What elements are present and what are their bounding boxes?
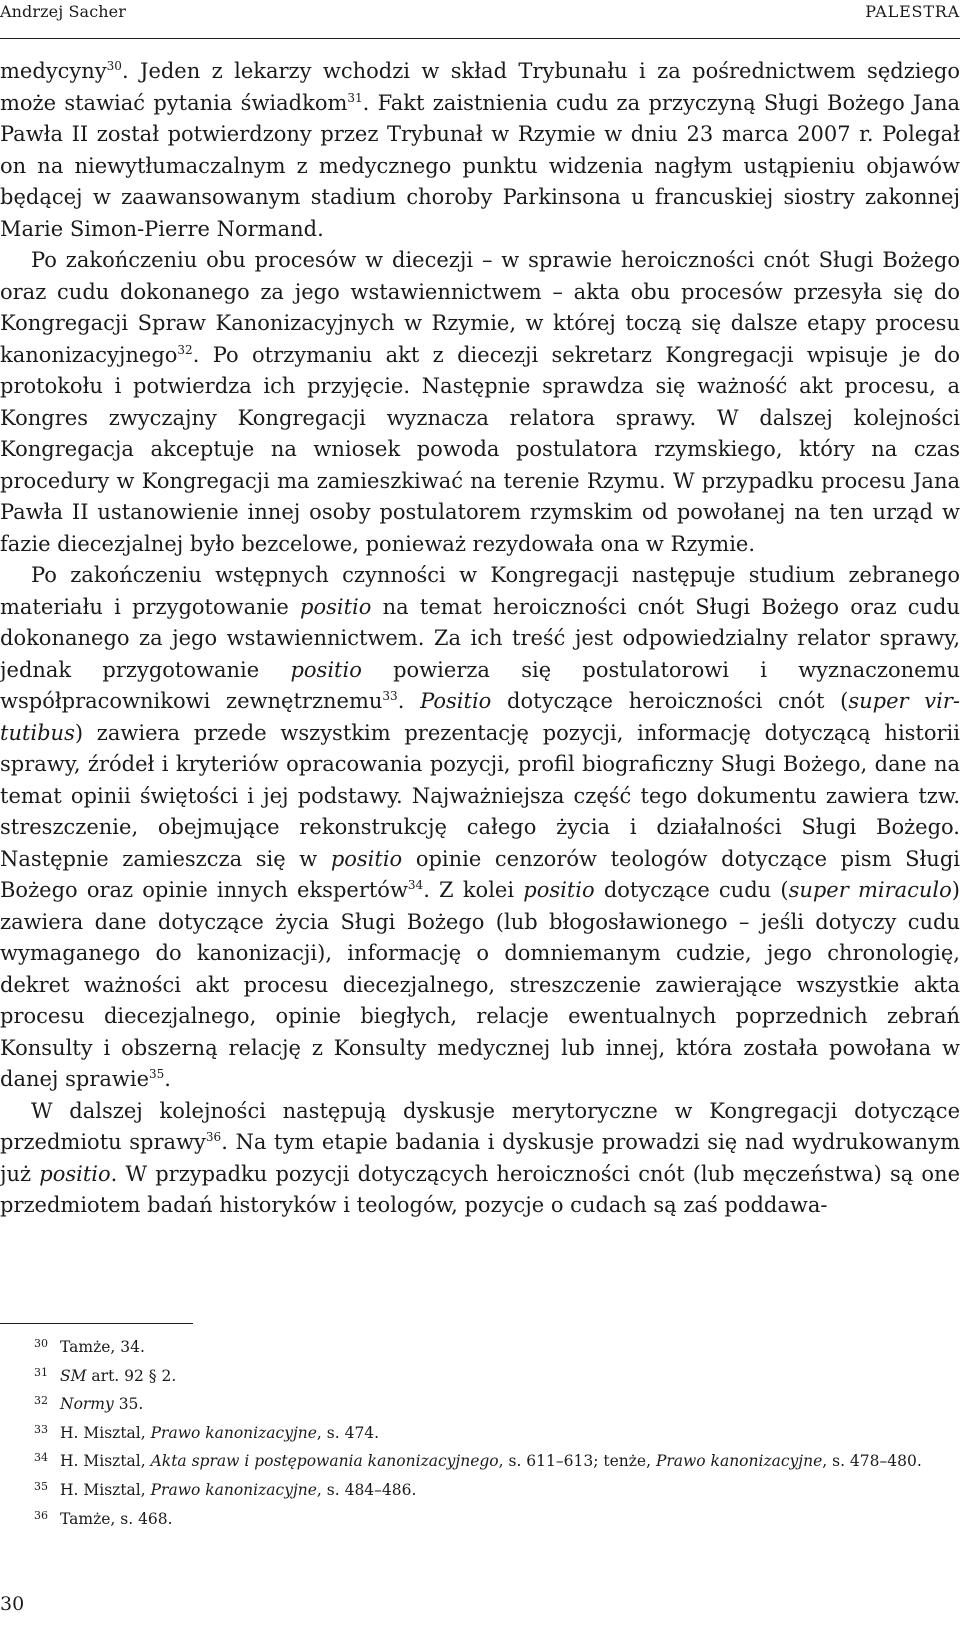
paragraph-4 <box>0 1096 960 1222</box>
italic-text: positio <box>300 594 372 619</box>
text-run: . Z kolei <box>423 878 524 902</box>
italic-text: Prawo kanonizacyjne <box>150 1480 317 1499</box>
paragraph-2 <box>0 245 960 560</box>
text-run: . W przypadku pozycji dotyczących heroiczności cnót (lub męczeństwa) są one przedmiotem badań historyków i teologów, pozycje o cudach są zaś poddawa- <box>0 1161 960 1217</box>
text-run: Tamże, 34. <box>60 1338 145 1356</box>
footnote-36: 36 Tamże, s. 468. <box>34 1508 173 1528</box>
text-run: ) zawiera przede wszystkim prezentację pozycji, informację dotyczącą historii sprawy, źródeł i kryteriów opracowania pozycji, profil biograficzny Sługi Bożego, dane na temat opinii świętości i jej podstawy. Najważniejsza część tego dokumentu zawiera tzw. streszczenie, obejmujące rekonstrukcję całego życia i działalności Sługi Bożego. Następnie zamieszcza się w <box>0 720 960 871</box>
footnote-33: 33 H. Misztal, Prawo kanonizacyjne, s. 474. <box>34 1422 380 1442</box>
text-run: , s. 611–613; tenże, <box>498 1452 656 1471</box>
italic-text: Prawo kanonizacyjne <box>655 1452 823 1471</box>
footnote-ref: 35 <box>149 1067 165 1081</box>
header-author: Andrzej Sacher <box>0 2 126 21</box>
footnote-31: 31 SM art. 92 § 2. <box>34 1365 177 1385</box>
footnote-ref: 36 <box>205 1130 222 1144</box>
header-journal: PALESTRA <box>865 2 960 21</box>
text-run: 35. <box>113 1395 144 1414</box>
italic-text: positio <box>523 878 595 902</box>
italic-text: Normy <box>60 1395 114 1414</box>
italic-text: Akta spraw i postępowania kanonizacyjnego <box>150 1452 499 1471</box>
text-run: W dalszej kolejności następują dyskusje merytoryczne w Kongregacji dotyczące przedmiotu sprawy <box>0 1098 960 1154</box>
italic-text: Positio <box>420 689 492 713</box>
italic-text: positio <box>39 1161 111 1186</box>
text-run: dotyczące heroiczności cnót ( <box>491 689 849 713</box>
text-run: dotyczące cudu ( <box>594 878 789 902</box>
text-run: , s. 474. <box>316 1423 380 1442</box>
text-run: . Po otrzymaniu akt z diecezji sekretarz Kongregacji wpisuje je do protokołu i potwierdza ich przyjęcie. Następnie sprawdza się ważność akt procesu, a Kongres zwyczajny Kongregacji wyznacza relatora sprawy. W dalszej kolejności Kongregacja akceptuje na wniosek powoda postulatora rzymskiego, który na czas procedury w Kongregacji ma zamieszkiwać na terenie Rzymu. W przypadku procesu Jana Pawła II ustanowienie innej osoby postulatorem rzymskim od powołanej na ten urząd w fazie diecezjalnej było bezcelowe, ponieważ rezydowała ona w Rzymie. <box>0 342 960 556</box>
text-run: na temat heroiczności cnót Sługi Bożego oraz cudu dokonanego za jego wstawiennictwem. Za ich treść jest odpowiedzialny relator sprawy, jednak przygotowanie <box>0 594 960 682</box>
text-run: opinie cenzorów teologów dotyczące pism Sługi Bożego oraz opinie innych ekspertów <box>0 846 960 902</box>
footnote-text <box>60 1424 379 1442</box>
footnote-text <box>60 1481 416 1499</box>
paragraph-1 <box>0 56 960 245</box>
text-run: art. 92 § 2. <box>86 1366 177 1385</box>
text-run: Po zakończeniu obu procesów w diecezji – w sprawie heroiczności cnót Sługi Bożego oraz cudu dokonanego za jego wstawiennictwem – akta obu procesów przesyła się do Kongregacji Spraw Kanonizacyjnych w Rzymie, w której toczą się dalsze etapy procesu kanonizacyjnego <box>0 248 960 367</box>
footnote-ref: 30 <box>106 59 122 73</box>
italic-text: Prawo kanonizacyjne <box>150 1423 317 1442</box>
footnote-text <box>60 1395 143 1413</box>
page-number: 30 <box>0 1593 25 1615</box>
text-run: . Jeden z lekarzy wchodzi w skład Trybunału i za pośrednictwem sędziego może stawiać pytania świadkom <box>0 59 960 115</box>
text-run: . Na tym etapie badania i dyskusje prowadzi się nad wydrukowanym już <box>0 1130 960 1186</box>
running-header <box>0 0 960 39</box>
footnotes <box>0 1333 960 1533</box>
text-run: medycyny <box>0 59 107 83</box>
text-run: H. Misztal, <box>60 1480 151 1499</box>
footnote-ref: 33 <box>382 689 398 703</box>
footnote-text <box>60 1367 176 1385</box>
footnote-ref: 32 <box>177 342 193 357</box>
text-run: , s. 484–486. <box>316 1480 417 1499</box>
italic-text: super virtutibus <box>0 689 960 745</box>
text-run: H. Misztal, <box>60 1423 151 1442</box>
text-run: powierza się postulatorowi i wyznaczonemu współpracownikowi zewnętrznemu <box>0 657 960 713</box>
text-run: H. Misztal, <box>60 1452 151 1471</box>
text-run: Tamże, s. 468. <box>60 1509 173 1528</box>
footnote-text <box>60 1338 145 1356</box>
italic-text: SM <box>60 1366 87 1385</box>
text-run: Po zakończeniu wstępnych czynności w Kongregacji następuje studium zebranego materiału i przygotowanie <box>0 563 960 619</box>
text-run: ) zawiera dane dotyczące życia Sługi Bożego (lub błogosławionego – jeśli dotyczy cudu wymaganego do kanonizacji), informację o domniemanym cudzie, jego chronologię, dekret ważności akt procesu diecezjalnego, streszczenie zawierające wszystkie akta procesu diecezjalnego, opinie biegłych, relacje ewentualnych poprzednich zebrań Konsulty i obszerną relację z Konsulty medycznej lub innej, która została powołana w danej sprawie <box>0 878 960 1091</box>
footnote-34: 34 H. Misztal, Akta spraw i postępowania kanonizacyjnego, s. 611–613; tenże, Prawo kanonizacyjne, s. 478–480. <box>34 1451 922 1471</box>
footnote-32: 32 Normy 35. <box>34 1394 144 1414</box>
footnote-text <box>60 1510 173 1528</box>
italic-text: positio <box>290 657 362 682</box>
footnote-text <box>60 1452 922 1470</box>
footnote-ref: 31 <box>347 90 363 105</box>
italic-text: super miraculo <box>788 878 952 902</box>
body-text <box>0 56 960 1222</box>
footnote-ref: 34 <box>407 878 424 892</box>
paragraph-3 <box>0 560 960 1096</box>
text-run: . <box>164 1067 171 1091</box>
italic-text: positio <box>330 846 403 871</box>
text-run: . Fakt zaistnienia cudu za przyczyną Sługi Bożego Jana Pawła II został potwierdzony przez Trybunał w Rzymie w dniu 23 marca 2007 r. Polegał on na niewytłumaczalnym z medycznego punktu widzenia nagłym ustąpieniu objawów będącej w zaawansowanym stadium choroby Parkinsona u francuskiej siostry zakonnej Marie Simon-Pierre Normand. <box>0 90 960 241</box>
text-run: , s. 478–480. <box>822 1452 922 1471</box>
footnote-30: 30 Tamże, 34. <box>34 1337 145 1356</box>
footnote-separator <box>0 1323 193 1324</box>
footnote-35: 35 H. Misztal, Prawo kanonizacyjne, s. 484–486. <box>34 1479 417 1499</box>
text-run: . <box>397 689 421 713</box>
